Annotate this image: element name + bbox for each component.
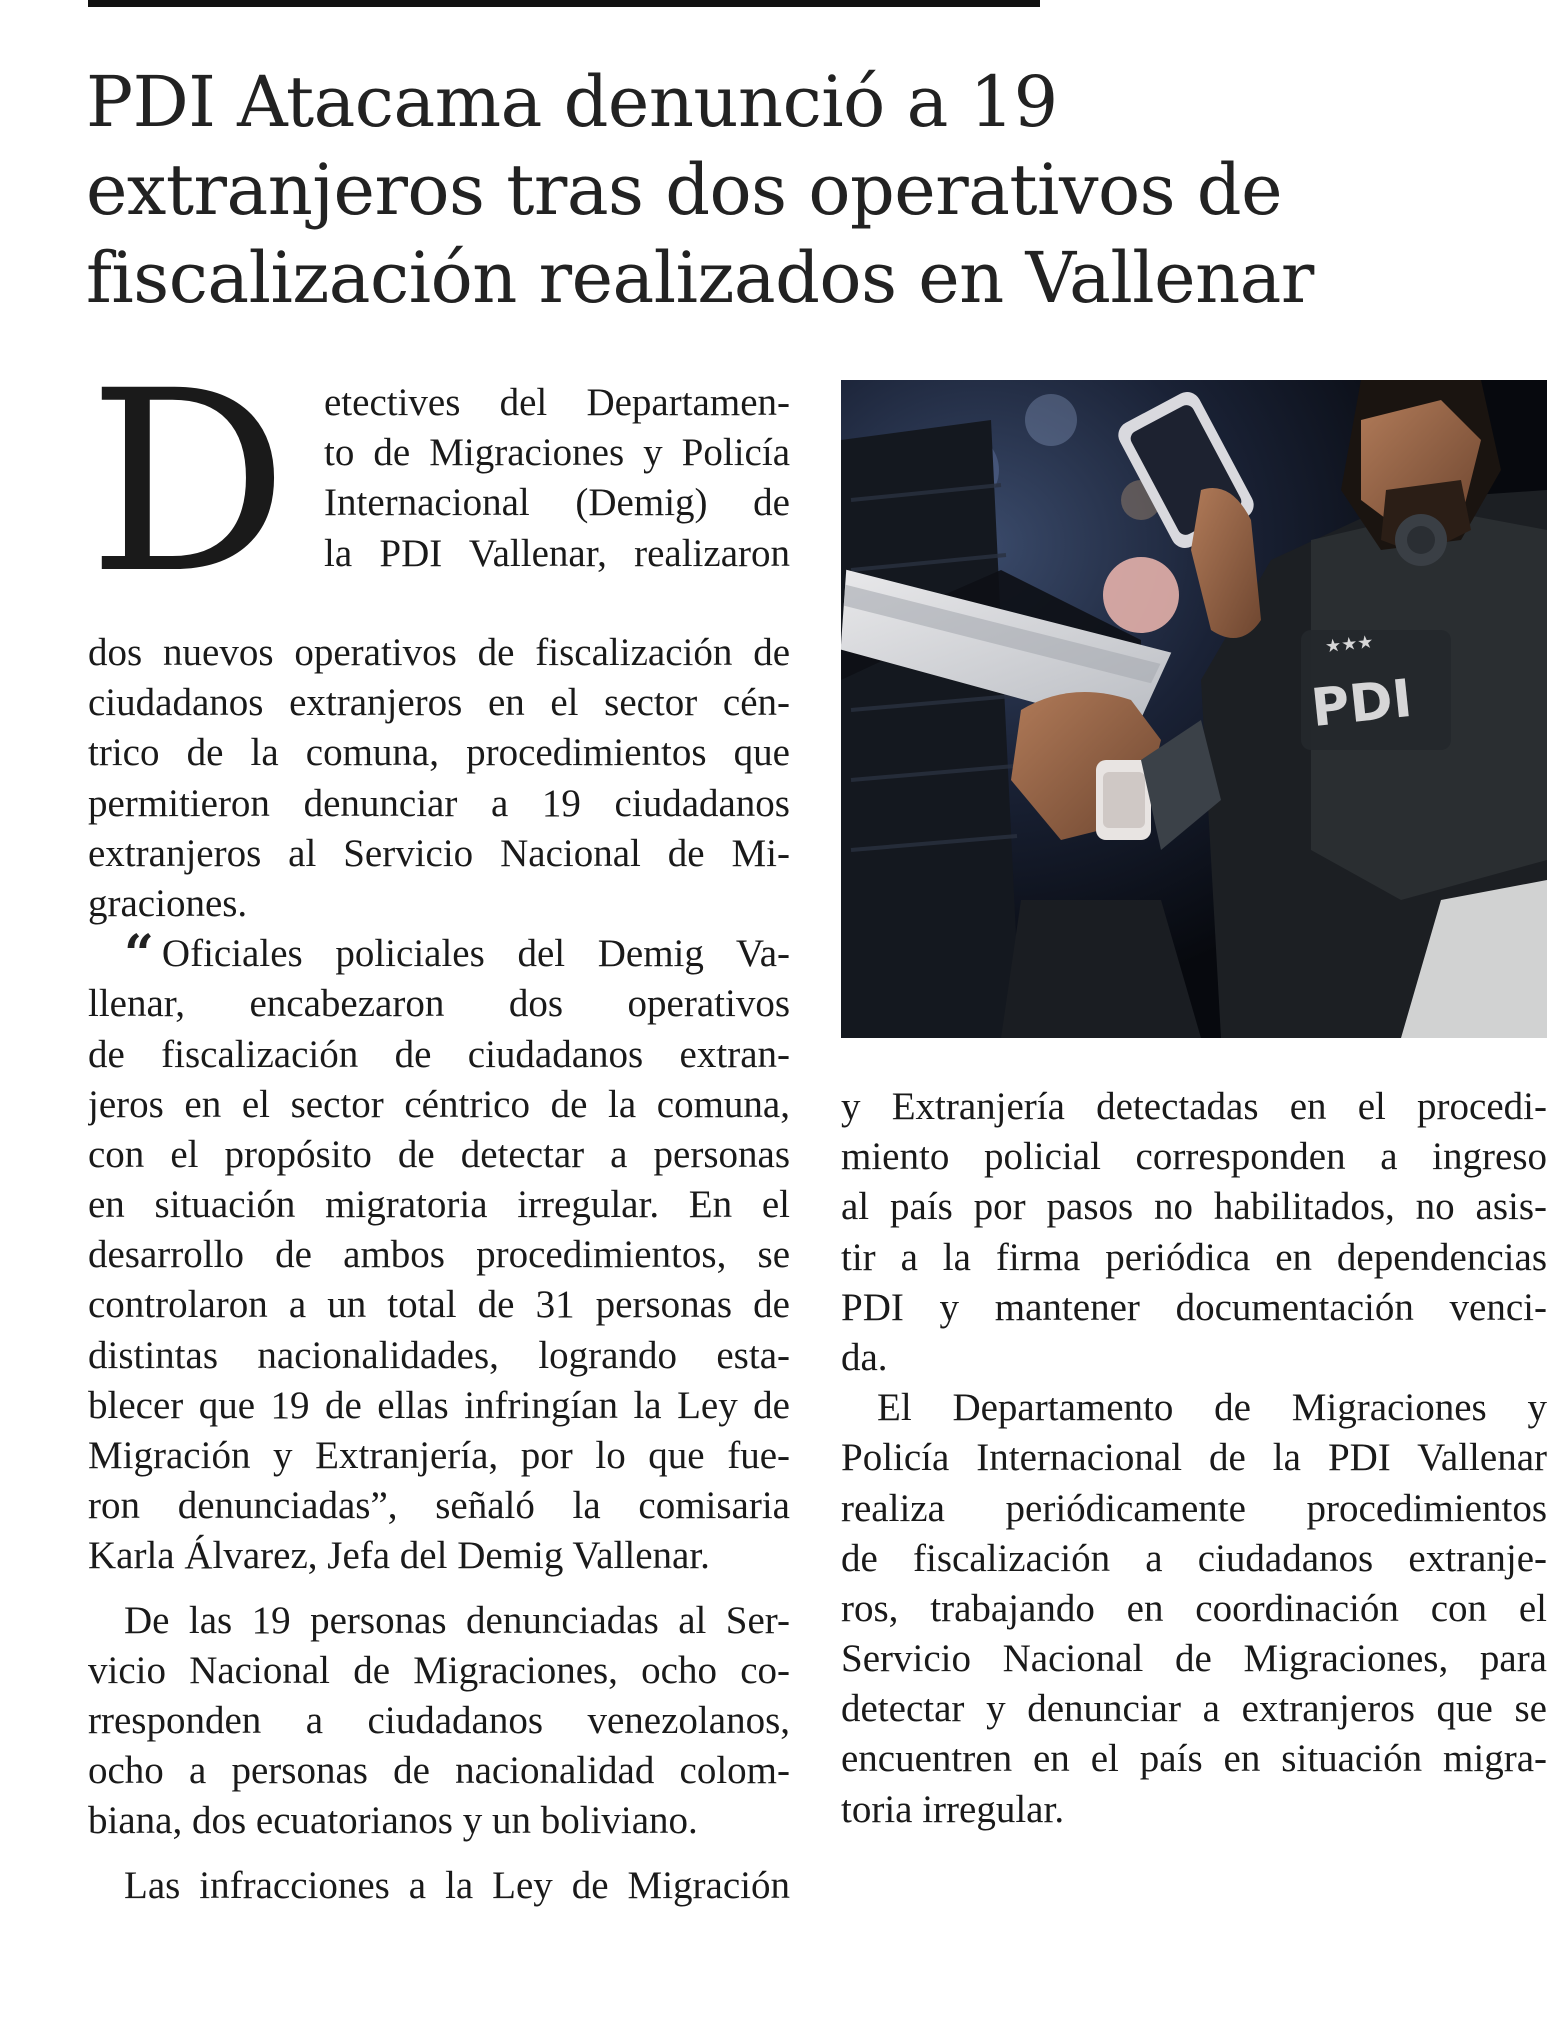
text-line: detectar y denunciar a extranjeros que se	[841, 1687, 1547, 1731]
text-line: en situación migratoria irregular. En el	[88, 1183, 790, 1227]
text-line: graciones.	[88, 881, 248, 925]
text-line	[88, 929, 790, 979]
text-line: Las infracciones a la Ley de Migración	[124, 1863, 790, 1907]
nationalities-paragraph	[88, 1596, 790, 1847]
article-photo	[841, 380, 1547, 1038]
text-line: jeros en el sector céntrico de la comuna,	[88, 1082, 790, 1126]
infractions-paragraph-end	[841, 1082, 1547, 1383]
intro-paragraph	[88, 628, 790, 929]
text-line: da.	[841, 1335, 888, 1379]
text-line: permitieron denunciar a 19 ciudadanos	[88, 781, 790, 825]
text-line: blecer que 19 de ellas infringían la Ley de	[88, 1383, 790, 1427]
text-line: El Departamento de Migraciones y	[877, 1386, 1547, 1430]
text-line: extranjeros al Servicio Nacional de Mi-	[88, 831, 790, 875]
text-line: tir a la firma periódica en dependencias	[841, 1235, 1547, 1279]
vest-text: PDI	[1308, 668, 1415, 740]
text-line: con el propósito de detectar a personas	[88, 1132, 790, 1176]
intro-with-drop-cap	[88, 337, 790, 628]
text-line: desarrollo de ambos procedimientos, se	[88, 1233, 790, 1277]
text-line: ocho a personas de nacionalidad colom-	[88, 1749, 790, 1793]
text-line: De las 19 personas denunciadas al Ser-	[124, 1598, 790, 1642]
text-line: miento policial corresponden a ingreso	[841, 1135, 1547, 1179]
text-line: al país por pasos no habilitados, no asis-	[841, 1185, 1547, 1229]
text-line: Migración y Extranjería, por lo que fue-	[88, 1434, 790, 1477]
text-line: dos nuevos operativos de fiscalización de	[88, 631, 790, 674]
text-line: ros, trabajando en coordinación con el	[841, 1586, 1547, 1630]
text-line: vicio Nacional de Migraciones, ocho co-	[88, 1648, 790, 1692]
top-rule	[88, 0, 1040, 7]
department-paragraph	[841, 1383, 1547, 1835]
text-line: realiza periódicamente procedimientos	[841, 1486, 1547, 1530]
infractions-paragraph-start	[88, 1861, 790, 1911]
text-line: Policía Internacional de la PDI Vallenar	[841, 1436, 1547, 1480]
text-line: to de Migraciones y Policía	[324, 431, 790, 475]
right-column	[841, 1082, 1547, 1835]
text-line: Internacional (Demig) de	[324, 481, 790, 525]
text-line: la PDI Vallenar, realizaron	[324, 531, 790, 575]
text-line: ron denunciadas”, señaló la comisaria	[88, 1484, 790, 1528]
vest-stars: ★★★	[1324, 631, 1375, 658]
text-line: y Extranjería detectadas en el procedi-	[841, 1085, 1547, 1128]
text-line: de fiscalización de ciudadanos extran-	[88, 1032, 790, 1076]
quote-first-line: Oficiales policiales del Demig Va-	[161, 932, 790, 976]
text-line: Servicio Nacional de Migraciones, para	[841, 1637, 1547, 1681]
text-line: rresponden a ciudadanos venezolanos,	[88, 1698, 790, 1742]
headline-line: PDI Atacama denunció a 19	[86, 61, 1058, 143]
quote-mark-icon: “	[124, 929, 154, 980]
text-line: toria irregular.	[841, 1787, 1065, 1831]
text-line: encuentren en el país en situación migra-	[841, 1737, 1547, 1781]
text-line: llenar, encabezaron dos operativos	[88, 982, 790, 1026]
text-line: distintas nacionalidades, logrando esta-	[88, 1333, 790, 1377]
headline-line: fiscalización realizados en Vallenar	[86, 237, 1314, 319]
text-line: controlaron a un total de 31 personas de	[88, 1283, 790, 1327]
headline-line: extranjeros tras dos operativos de	[86, 149, 1283, 231]
text-line: de fiscalización a ciudadanos extranje-	[841, 1536, 1547, 1580]
text-line: Karla Álvarez, Jefa del Demig Vallenar.	[88, 1534, 710, 1578]
drop-cap: D	[88, 337, 289, 628]
text-line: biana, dos ecuatorianos y un boliviano.	[88, 1799, 698, 1843]
text-line: trico de la comuna, procedimientos que	[88, 731, 790, 775]
photo-illustration	[841, 380, 1547, 1038]
text-line: etectives del Departamen-	[324, 381, 790, 424]
drop-cap-side-text	[324, 378, 790, 579]
left-column	[88, 337, 790, 1911]
headline	[86, 58, 1546, 322]
quote-paragraph	[88, 929, 790, 1581]
text-line: PDI y mantener documentación venci-	[841, 1285, 1547, 1329]
text-line: ciudadanos extranjeros en el sector cén-	[88, 681, 790, 725]
